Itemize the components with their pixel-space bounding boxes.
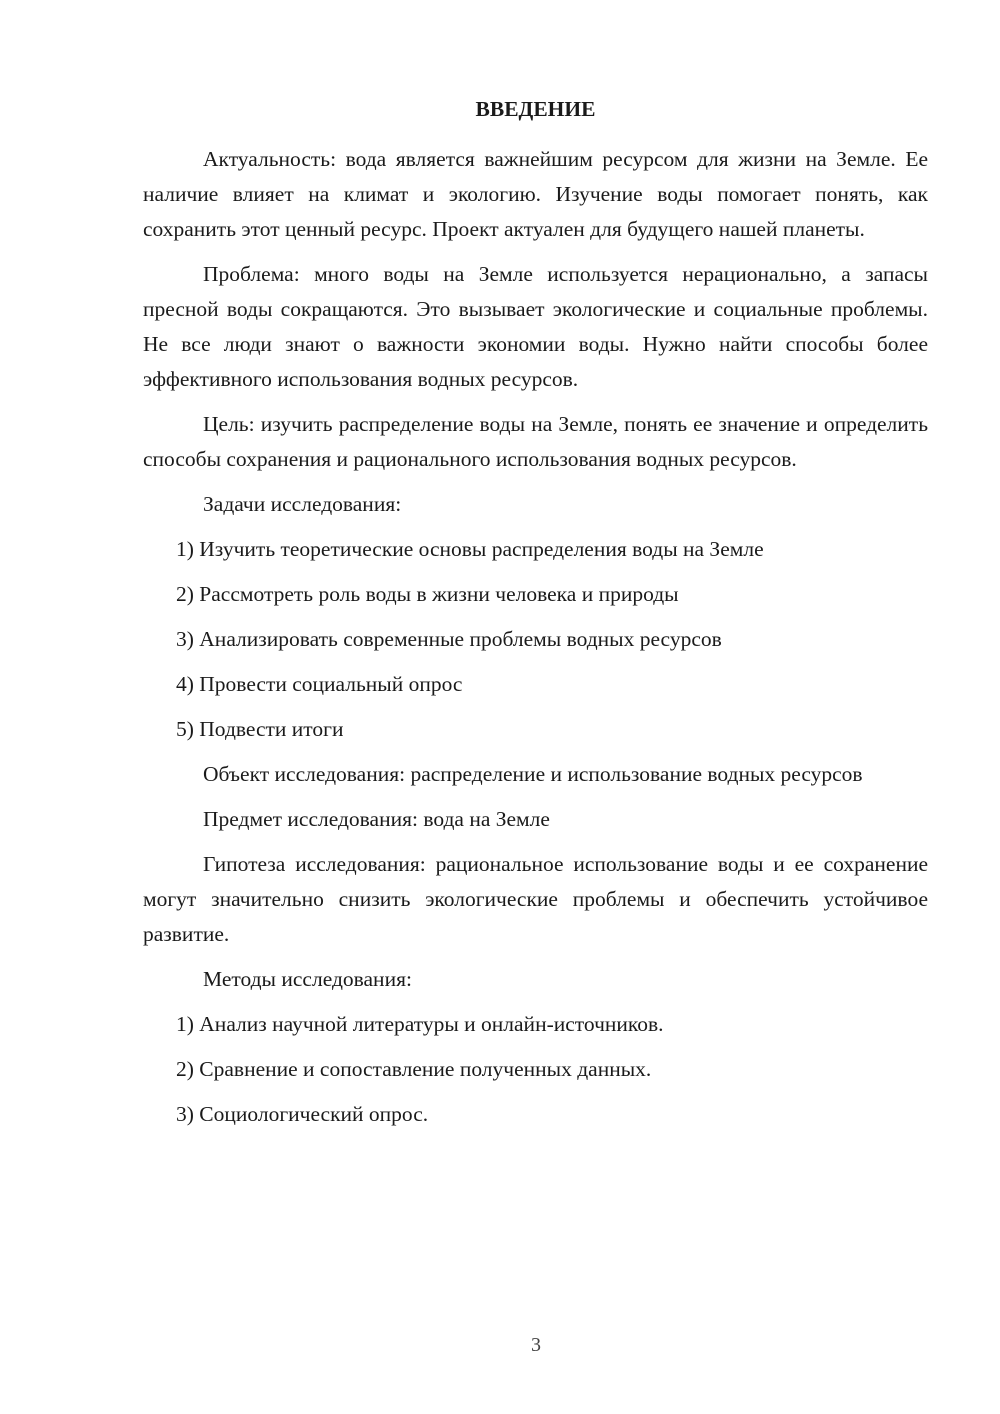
object-paragraph: Объект исследования: распределение и использование водных ресурсов: [203, 762, 863, 786]
tasks-heading: Задачи исследования:: [203, 492, 402, 516]
task-item: 1) Изучить теоретические основы распределения воды на Земле: [176, 537, 764, 561]
problem-paragraph: Проблема: много воды на Земле используется нерационально, а запасы пресной воды сокращаются. Это вызывает экологические и социальные проблемы. Не все люди знают о важности экономии воды. Нужно найти способы более эффективного использования водных ресурсов.: [143, 262, 928, 391]
method-item: 2) Сравнение и сопоставление полученных данных.: [176, 1057, 652, 1081]
page-title: ВВЕДЕНИЕ: [475, 97, 596, 121]
subject-paragraph: Предмет исследования: вода на Земле: [203, 807, 550, 831]
goal-paragraph: Цель: изучить распределение воды на Земле, понять ее значение и определить способы сохранения и рационального использования водных ресурсов.: [143, 412, 928, 471]
document-page: [143, 92, 928, 1142]
relevance-paragraph: Актуальность: вода является важнейшим ресурсом для жизни на Земле. Ее наличие влияет на климат и экологию. Изучение воды помогает понять, как сохранить этот ценный ресурс. Проект актуален для будущего нашей планеты.: [143, 147, 928, 241]
method-item: 3) Социологический опрос.: [176, 1102, 429, 1126]
hypothesis-paragraph: Гипотеза исследования: рациональное использование воды и ее сохранение могут значительно снизить экологические проблемы и обеспечить устойчивое развитие.: [143, 852, 928, 946]
task-item: 3) Анализировать современные проблемы водных ресурсов: [176, 627, 722, 651]
task-item: 4) Провести социальный опрос: [176, 672, 463, 696]
page-number: 3: [531, 1334, 541, 1356]
task-item: 5) Подвести итоги: [176, 717, 344, 741]
method-item: 1) Анализ научной литературы и онлайн-источников.: [176, 1012, 664, 1036]
task-item: 2) Рассмотреть роль воды в жизни человека и природы: [176, 582, 679, 606]
methods-heading: Методы исследования:: [203, 967, 412, 991]
